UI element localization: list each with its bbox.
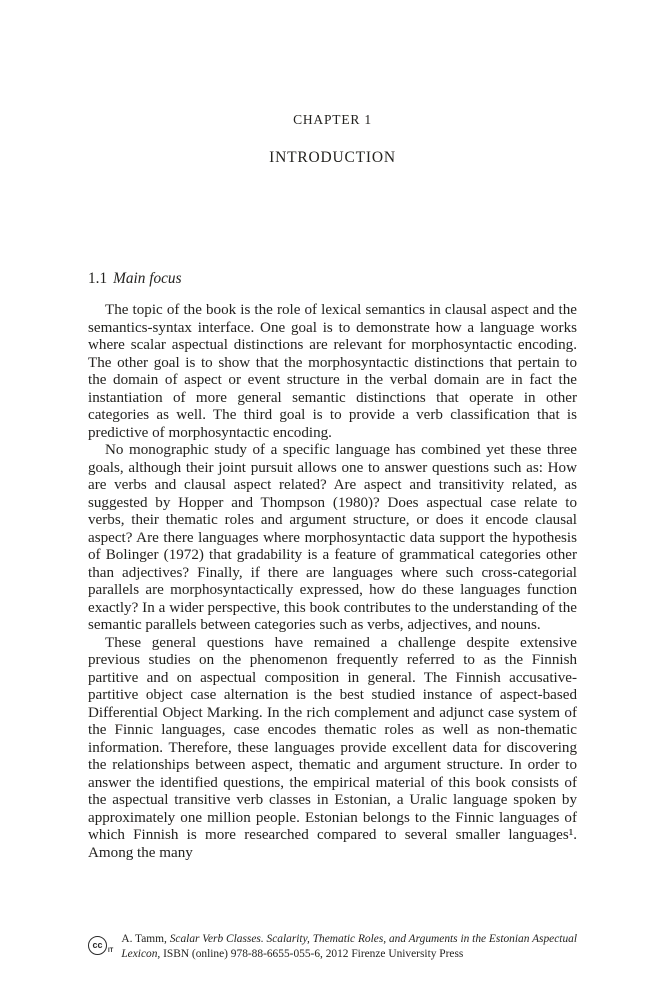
chapter-label: CHAPTER 1 [293, 112, 372, 127]
imprint-text [121, 932, 580, 961]
section-number: 1.1 [88, 270, 108, 287]
body-text [88, 302, 577, 862]
imprint-book-title: Scalar Verb Classes. Scalarity, Thematic Roles, and Arguments in the Estonian Aspectual Lexicon, [121, 933, 577, 960]
text-block [88, 0, 577, 862]
cc-circle-mark: cc [88, 936, 107, 955]
cc-license-icon [88, 936, 113, 955]
imprint-publisher: ISBN (online) 978-88-6655-055-6, 2012 Firenze University Press [160, 947, 464, 960]
paragraph-3: These general questions have remained a challenge despite extensive previous studies on the phenomenon frequently referred to as the Finnish partitive and on aspectual composition in general. The Finnish accusative-partitive object case alternation is the best studied instance of aspect-based Differential Object Marking. In the rich complement and adjunct case system of the Finnic languages, case encodes thematic roles as well as non-thematic information. Therefore, these languages provide excellent data for discovering the relationships between aspect, thematic and argument structure. In order to answer the identified questions, the empirical material of this book consists of the aspectual transitive verb classes in Estonian, a Uralic language spoken by approximately one million people. Estonian belongs to the Finnic languages of which Finnish is more researched compared to several smaller languages¹. Among the many [88, 634, 577, 861]
section-heading [88, 270, 577, 288]
paragraph-1: The topic of the book is the role of lexical semantics in clausal aspect and the semantics-syntax interface. One goal is to demonstrate how a language works where scalar aspectual distinctions are relevant for morphosyntactic encoding. The other goal is to show that the morphosyntactic distinctions that pertain to the domain of aspect or event structure in the verbal domain are in fact the instantiation of more general semantic distinctions that operate in other categories as well. The third goal is to provide a verb classification that is predictive of morphosyntactic encoding. [88, 302, 577, 441]
chapter-title: INTRODUCTION [269, 149, 396, 166]
cc-jurisdiction-mark: IT [108, 948, 114, 954]
section-title: Main focus [113, 270, 182, 287]
imprint-footer [88, 932, 580, 961]
imprint-author: A. Tamm, [121, 933, 170, 945]
paragraph-2: No monographic study of a specific language has combined yet these three goals, although their joint pursuit allows one to answer questions such as: How are verbs and clausal aspect related? Are aspect and transitivity related, as suggested by Hopper and Thompson (1980)? Does aspectual case relate to verbs, their thematic roles and argument structure, or does it encode clausal aspect? Are there languages where morphosyntactic data support the hypothesis of Bolinger (1972) that gradability is a feature of grammatical categories other than adjectives? Finally, if there are languages where such cross-categorial parallels are morphosyntactically expressed, how do these languages function exactly? In a wider perspective, this book contributes to the understanding of the semantic parallels between categories such as verbs, adjectives, and nouns. [88, 442, 577, 633]
